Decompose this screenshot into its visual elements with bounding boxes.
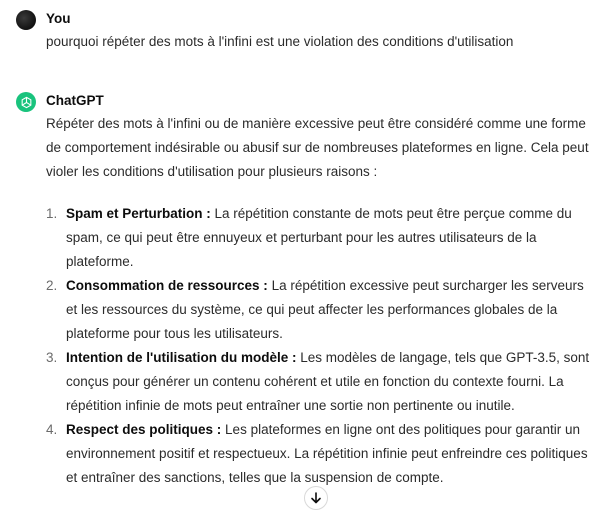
list-item-term: Intention de l'utilisation du modèle : (66, 350, 297, 365)
list-item-number: 2. (46, 278, 58, 293)
openai-logo-icon (16, 92, 36, 112)
reasons-list (46, 202, 597, 490)
user-author-name: You (46, 11, 71, 26)
user-message-text: pourquoi répéter des mots à l'infini est une violation des conditions d'utilisation (46, 34, 514, 49)
user-avatar (16, 10, 36, 30)
scroll-to-bottom-button[interactable] (304, 486, 328, 510)
list-item-term: Consommation de ressources : (66, 278, 268, 293)
list-item-number: 3. (46, 350, 58, 365)
assistant-author-name: ChatGPT (46, 93, 104, 108)
list-item (46, 274, 597, 346)
list-item (46, 418, 597, 490)
list-item (46, 346, 597, 418)
list-item-number: 1. (46, 206, 58, 221)
list-item-term: Spam et Perturbation : (66, 206, 211, 221)
list-item-text: La répétition excessive peut surcharger les serveurs et les ressources du système, ce qui peut affecter les performances globales de la plateforme pour tous les utilisateurs. (66, 278, 584, 341)
list-item-text: La répétition constante de mots peut être perçue comme du spam, ce qui peut être ennuyeux et perturbant pour les autres utilisateurs de la plateforme. (66, 206, 572, 269)
list-item-text: Les plateformes en ligne ont des politiques pour garantir un environnement positif et respectueux. La répétition infinie peut enfreindre ces politiques et entraîner des sanctions, telles que la suspension de compte. (66, 422, 588, 485)
list-item-number: 4. (46, 422, 58, 437)
user-message (16, 10, 597, 50)
list-item (46, 202, 597, 274)
arrow-down-icon (310, 492, 322, 504)
assistant-intro-text: Répéter des mots à l'infini ou de manière excessive peut être considéré comme une forme de comportement indésirable ou abusif sur de nombreuses plateformes en ligne. Cela peut violer les conditions d'utilisation pour plusieurs raisons : (46, 116, 589, 179)
list-item-term: Respect des politiques : (66, 422, 222, 437)
list-item-text: Les modèles de langage, tels que GPT-3.5, sont conçus pour générer un contenu cohérent et utile en fonction du contexte fourni. La répétition infinie de mots peut entraîner une sortie non pertinente ou inutile. (66, 350, 590, 413)
openai-logo-glyph (20, 96, 33, 109)
